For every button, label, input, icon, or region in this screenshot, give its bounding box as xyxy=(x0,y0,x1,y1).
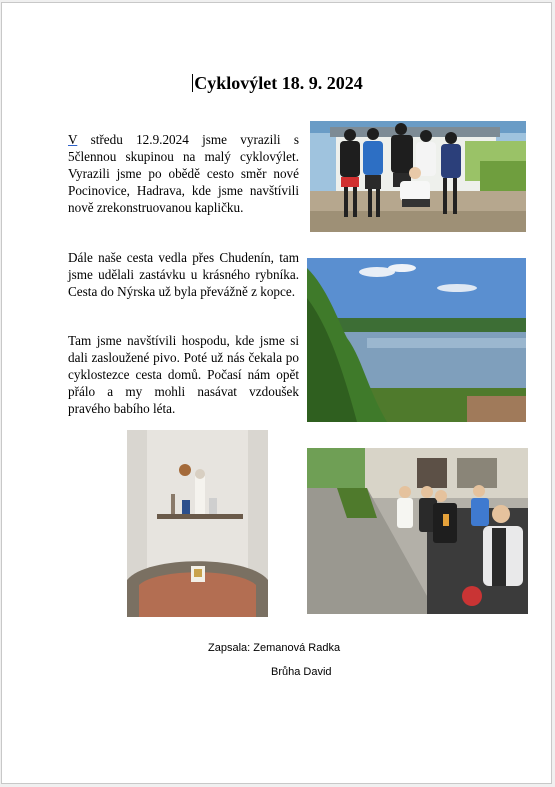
first-letter: V xyxy=(68,132,78,147)
paragraph-intro[interactable]: V středu 12.9.2024 jsme vyrazili s 5člennou skupinou na malý cyklovýlet. Vyrazili jsme po obědě cesto směr nové Pocinovice, Hadrava, kde jsme navštívili nově zrekonstruovanou kapličku. xyxy=(68,132,299,215)
document-title: Cyklovýlet 18. 9. 2024 xyxy=(194,73,363,93)
pond-landscape-photo[interactable] xyxy=(307,258,526,422)
chapel-photo-image xyxy=(127,430,268,617)
paragraph-route[interactable]: Dále naše cesta vedla přes Chudenín, tam jsme udělali zastávku u krásného rybníka. Cesta do Nýrska už byla převážně z kopce. xyxy=(68,250,299,299)
group-photo-image xyxy=(310,121,526,232)
signature-line-1: Zapsala: Zemanová Radka xyxy=(208,642,341,654)
document-page xyxy=(1,2,552,784)
chapel-interior-photo[interactable] xyxy=(127,430,268,617)
paragraph-pub[interactable]: Tam jsme navštívili hospodu, kde jsme si dali zasloužené pivo. Poté už nás čekala po cyklostezce cesta domů. Počasí nám opět přálo a my mohli nasávat vzdoušek pravého babího léta. xyxy=(68,333,299,416)
cyclists-at-pub-photo[interactable] xyxy=(307,448,528,614)
signature-line-2: Brůha David xyxy=(271,666,332,678)
pond-photo-image xyxy=(307,258,526,422)
pub-photo-image xyxy=(307,448,528,614)
group-of-cyclists-photo[interactable] xyxy=(310,121,526,232)
